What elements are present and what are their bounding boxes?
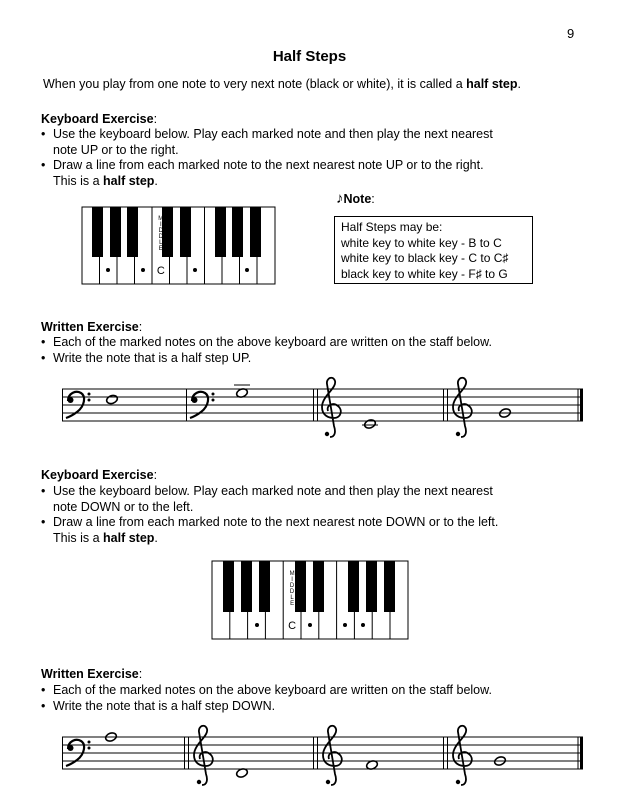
list-item-text: Draw a line from each marked note to the next nearest note UP or to the right. This is a (53, 158, 484, 188)
list-item-end: . (154, 173, 158, 188)
svg-text:E: E (158, 246, 163, 252)
intro-bold: half step (466, 77, 518, 91)
intro-text: When you play from one note to very next note (black or white), it is called a (43, 77, 467, 91)
svg-text:E: E (290, 601, 295, 607)
note-line: white key to white key - B to C (341, 235, 502, 250)
treble-clef-icon (194, 726, 213, 785)
list-item-text: Write the note that is a half step DOWN. (53, 698, 276, 713)
heading-colon: : (153, 112, 158, 126)
note-label: Note (343, 192, 372, 206)
treble-clef-icon (453, 726, 472, 785)
svg-text:D: D (289, 589, 295, 595)
heading-colon: : (138, 320, 143, 334)
notes (105, 732, 507, 779)
svg-text:L: L (290, 595, 294, 601)
middle-c-label: C (288, 620, 297, 632)
page-title: Half Steps (272, 48, 347, 65)
note-line: white key to black key - C to C♯ (341, 251, 509, 265)
list-item-text: Each of the marked notes on the above keyboard are written on the staff below. (53, 335, 492, 349)
middle-c-label: C (156, 265, 165, 277)
list-item-text: Draw a line from each marked note to the next nearest note DOWN or to the left. This is a (53, 515, 499, 545)
eighth-note-icon: ♪ (336, 190, 344, 207)
svg-text:D: D (289, 583, 295, 589)
list-item-text: Each of the marked notes on the above keyboard are written on the staff below. (53, 683, 492, 697)
heading-colon: : (138, 667, 143, 681)
list-item-text: Use the keyboard below. Play each marked note and then play the next nearest note DOWN or to the left. (53, 484, 493, 514)
page-number: 9 (567, 26, 575, 41)
list-item-text: Use the keyboard below. Play each marked note and then play the next nearest note UP or to the right. (53, 127, 493, 157)
intro-end: . (517, 77, 522, 91)
svg-text:D: D (158, 234, 163, 240)
svg-text:M: M (289, 571, 295, 577)
list-item-bold: half step (103, 173, 155, 188)
note-line: Half Steps may be: (341, 220, 443, 234)
heading-colon: : (153, 468, 158, 482)
list-item-bold: half step (103, 530, 155, 545)
list-item-end: . (154, 530, 158, 545)
svg-text:I: I (291, 577, 293, 583)
list-item-text: Write the note that is a half step UP. (53, 350, 252, 365)
svg-text:M: M (158, 216, 164, 222)
svg-text:D: D (158, 228, 163, 234)
svg-text:L: L (159, 240, 163, 246)
note-line: black key to white key - F♯ to G (341, 266, 508, 281)
heading-text: Keyboard Exercise (41, 468, 154, 482)
svg-text:I: I (159, 222, 162, 228)
heading-text: Written Exercise (41, 667, 139, 681)
treble-clef-icon (323, 726, 342, 785)
heading-text: Written Exercise (41, 320, 139, 334)
note-colon: : (371, 192, 375, 206)
heading-text: Keyboard Exercise (41, 112, 154, 126)
